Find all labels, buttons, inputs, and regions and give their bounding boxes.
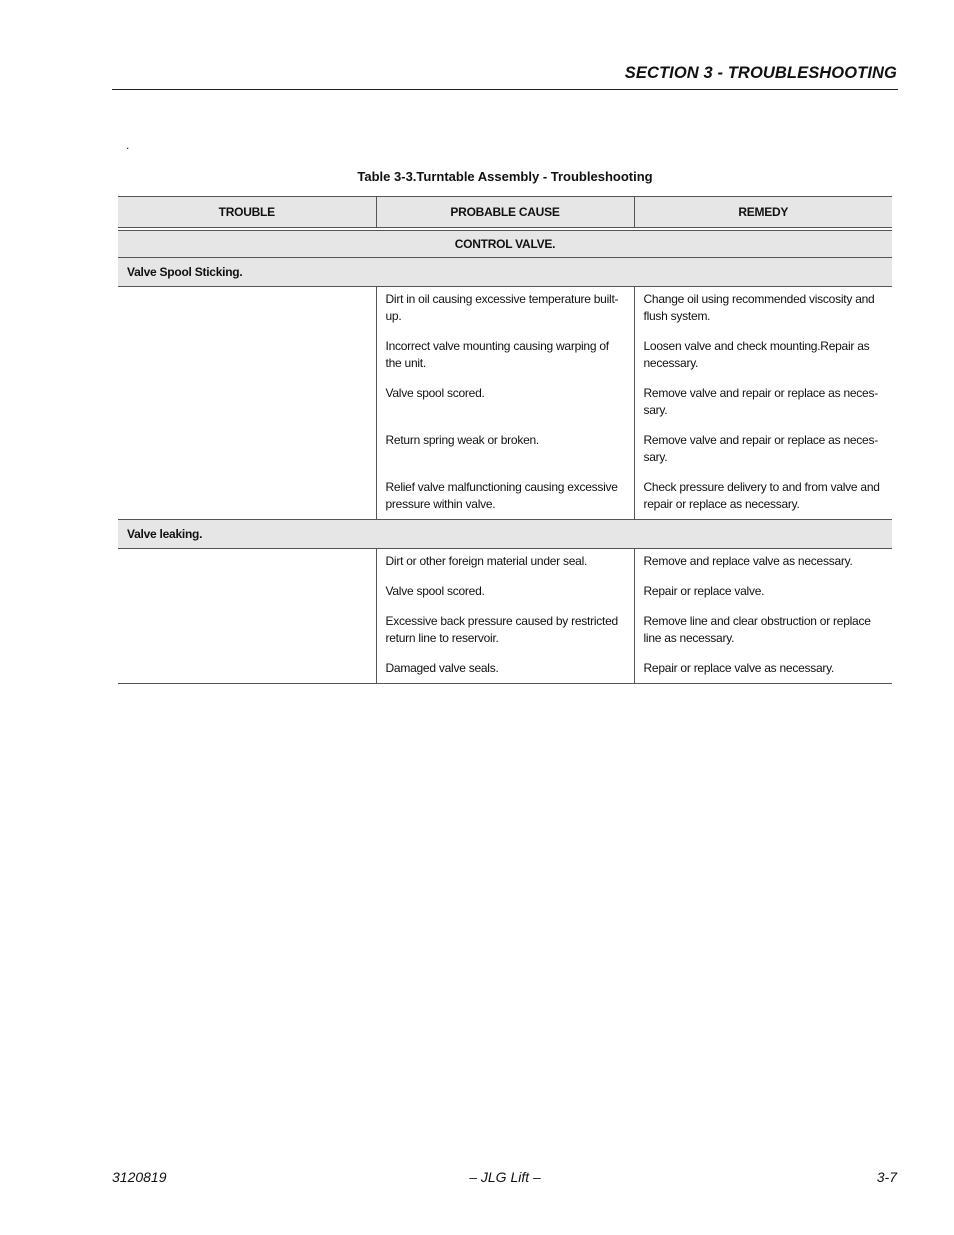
cause-entry: Excessive back pressure caused by restricted return line to reservoir. bbox=[385, 614, 618, 645]
remedy-entry: Remove valve and repair or replace as neces-sary. bbox=[643, 433, 878, 464]
cause-entry: Valve spool scored. bbox=[385, 386, 485, 400]
cause-entry: Incorrect valve mounting causing warping of the unit. bbox=[385, 339, 609, 370]
trouble-row bbox=[118, 520, 892, 549]
document-number: 3120819 bbox=[112, 1169, 167, 1185]
remedy-entry: Loosen valve and check mounting.Repair as necessary. bbox=[643, 339, 870, 370]
remedy-entry: Repair or replace valve. bbox=[643, 584, 765, 598]
section-title: SECTION 3 - TROUBLESHOOTING bbox=[624, 64, 897, 82]
cause-entry: Return spring weak or broken. bbox=[385, 433, 539, 447]
remedy-entry: Remove valve and repair or replace as neces-sary. bbox=[643, 386, 878, 417]
cause-entry: Valve spool scored. bbox=[385, 584, 485, 598]
remedy-entry: Remove and replace valve as necessary. bbox=[643, 554, 853, 568]
trouble-label: Valve Spool Sticking. bbox=[118, 258, 892, 287]
trouble-row bbox=[118, 258, 892, 287]
detail-row bbox=[118, 287, 892, 520]
stray-mark: . bbox=[126, 138, 130, 152]
table-header-row bbox=[118, 197, 892, 228]
section-label: CONTROL VALVE. bbox=[118, 231, 892, 258]
column-header-probable-cause: PROBABLE CAUSE bbox=[376, 197, 634, 228]
remedy-entry: Change oil using recommended viscosity and flush system. bbox=[643, 292, 875, 323]
trouble-cell-empty bbox=[118, 287, 376, 520]
table-caption: Table 3-3.Turntable Assembly - Troubleshooting bbox=[357, 169, 653, 184]
cause-entry: Relief valve malfunctioning causing excessive pressure within valve. bbox=[385, 480, 618, 511]
cause-entry: Damaged valve seals. bbox=[385, 661, 499, 675]
detail-row bbox=[118, 549, 892, 684]
page-number: 3-7 bbox=[876, 1169, 897, 1185]
probable-cause-cell bbox=[376, 287, 634, 520]
troubleshooting-table bbox=[118, 196, 892, 684]
header-rule bbox=[112, 89, 898, 90]
remedy-entry: Remove line and clear obstruction or replace line as necessary. bbox=[643, 614, 871, 645]
section-row bbox=[118, 231, 892, 258]
cause-entry: Dirt or other foreign material under seal. bbox=[385, 554, 588, 568]
publisher-name: – JLG Lift – bbox=[469, 1169, 541, 1185]
cause-entry: Dirt in oil causing excessive temperature built-up. bbox=[385, 292, 619, 323]
probable-cause-cell bbox=[376, 549, 634, 684]
remedy-cell bbox=[634, 549, 892, 684]
column-header-trouble: TROUBLE bbox=[118, 197, 376, 228]
remedy-entry: Check pressure delivery to and from valve and repair or replace as necessary. bbox=[643, 480, 880, 511]
remedy-cell bbox=[634, 287, 892, 520]
remedy-entry: Repair or replace valve as necessary. bbox=[643, 661, 835, 675]
trouble-cell-empty bbox=[118, 549, 376, 684]
column-header-remedy: REMEDY bbox=[634, 197, 892, 228]
trouble-label: Valve leaking. bbox=[118, 520, 892, 549]
